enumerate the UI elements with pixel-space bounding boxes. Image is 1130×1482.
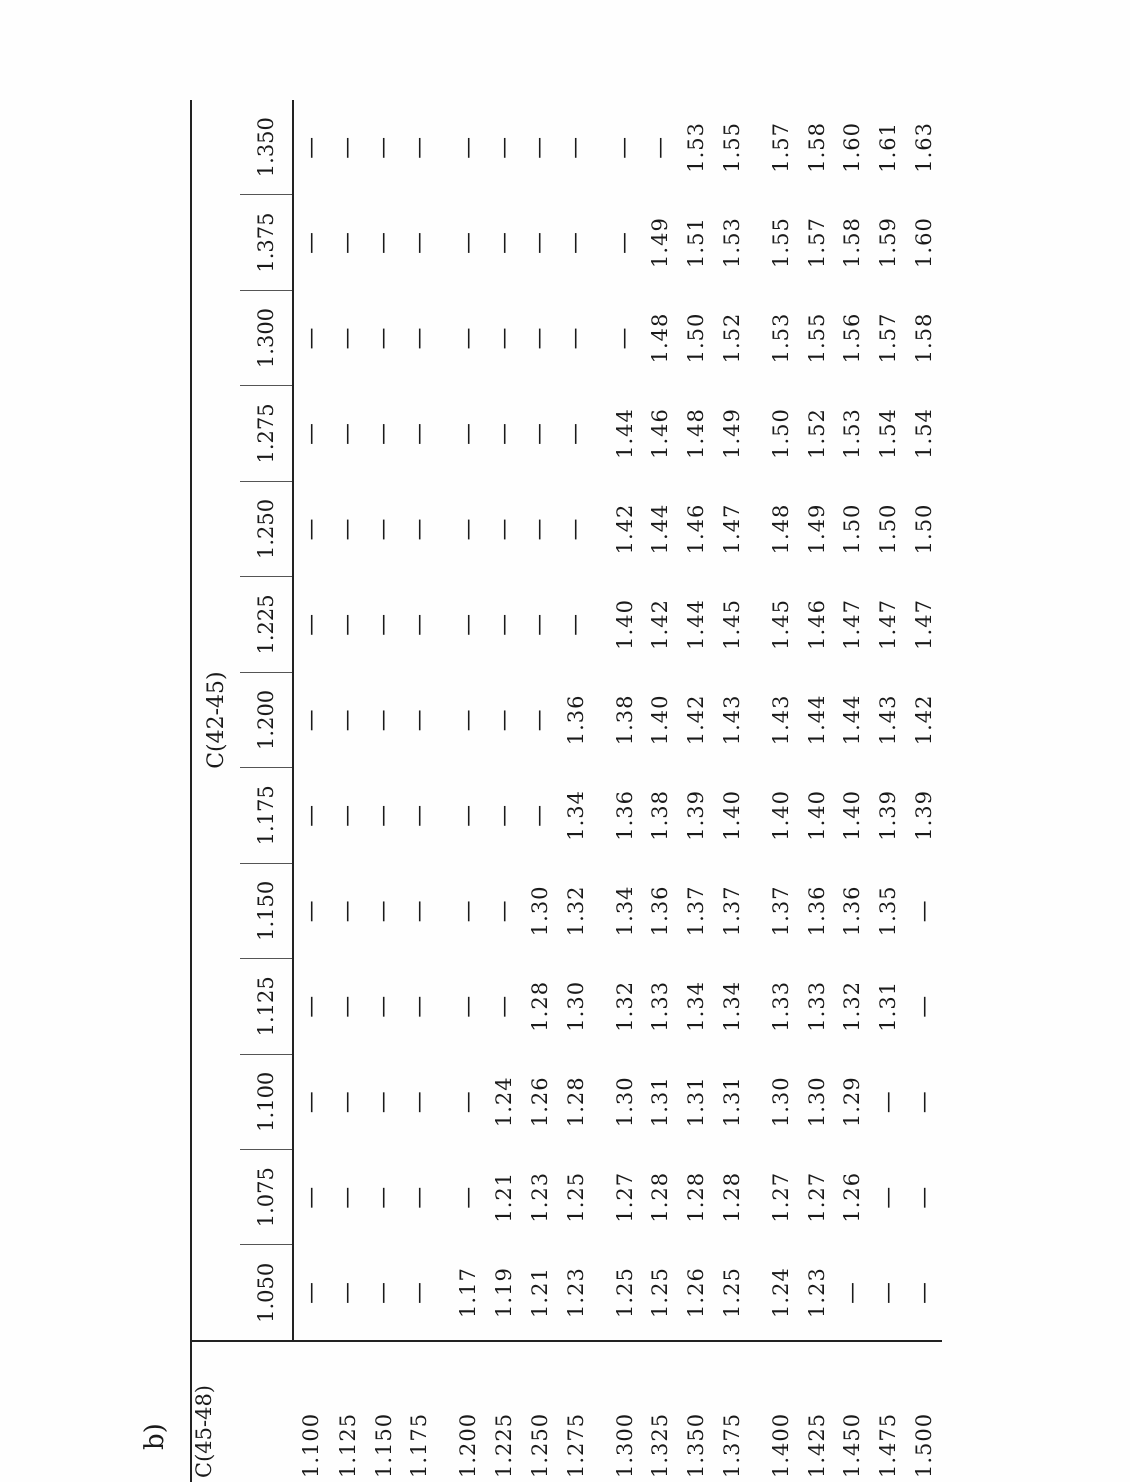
column-header: 1.225	[240, 577, 293, 672]
empty-dash-cell: —	[299, 231, 325, 255]
value-cell: 1.59	[876, 217, 901, 268]
empty-dash-cell: —	[455, 517, 481, 541]
value-cell: 1.45	[719, 599, 744, 650]
value-cell: 1.53	[684, 122, 709, 173]
empty-dash-cell: —	[911, 994, 937, 1018]
value-cell: 1.39	[912, 789, 937, 841]
row-header: 1.175	[402, 1341, 438, 1482]
empty-dash-cell: —	[527, 231, 553, 255]
row-header: 1.375	[714, 1341, 750, 1482]
empty-dash-cell: —	[455, 231, 481, 255]
table-row	[402, 100, 438, 1482]
row-header: 1.475	[870, 1341, 906, 1482]
empty-dash-cell: —	[455, 1185, 481, 1209]
empty-dash-cell: —	[527, 326, 553, 350]
value-cell: 1.36	[612, 789, 637, 841]
value-cell: 1.32	[840, 980, 865, 1032]
empty-dash-cell: —	[299, 708, 325, 732]
rotated-table-frame	[190, 100, 942, 1482]
value-cell: 1.46	[684, 503, 709, 555]
row-header: 1.225	[486, 1341, 522, 1482]
value-cell: 1.36	[648, 885, 673, 937]
value-cell: 1.55	[719, 122, 744, 173]
row-gap-cell	[594, 1341, 607, 1482]
value-cell: 1.36	[840, 885, 865, 937]
row-header: 1.450	[835, 1341, 871, 1482]
value-cell: 1.21	[527, 1267, 552, 1318]
column-header: 1.375	[240, 195, 293, 290]
value-cell: 1.42	[648, 599, 673, 650]
part-label: b)	[140, 1423, 170, 1450]
value-cell: 1.51	[684, 217, 709, 268]
value-cell: 1.57	[804, 217, 829, 268]
value-cell: 1.28	[527, 980, 552, 1032]
table-row	[799, 100, 835, 1482]
value-cell: 1.33	[648, 980, 673, 1032]
empty-dash-cell: —	[491, 994, 517, 1018]
column-header: 1.200	[240, 672, 293, 767]
empty-dash-cell: —	[335, 994, 361, 1018]
value-cell: 1.44	[612, 408, 637, 459]
column-header: 1.250	[240, 481, 293, 576]
table-row	[835, 100, 871, 1482]
empty-dash-cell: —	[875, 1281, 901, 1305]
empty-dash-cell: —	[406, 1185, 432, 1209]
table-row	[366, 100, 402, 1482]
empty-dash-cell: —	[371, 135, 397, 159]
column-header: 1.300	[240, 290, 293, 385]
value-cell: 1.23	[804, 1267, 829, 1318]
value-cell: 1.19	[492, 1267, 517, 1318]
value-cell: 1.61	[876, 122, 901, 173]
empty-dash-cell: —	[335, 899, 361, 923]
value-cell: 1.50	[684, 312, 709, 364]
column-axis-label: C(42-45)	[191, 100, 240, 1341]
empty-dash-cell: —	[911, 1090, 937, 1114]
row-header: 1.275	[558, 1341, 594, 1482]
empty-dash-cell: —	[406, 326, 432, 350]
value-cell: 1.43	[876, 694, 901, 746]
value-cell: 1.60	[912, 217, 937, 268]
value-cell: 1.58	[840, 217, 865, 268]
table-row	[678, 100, 714, 1482]
empty-dash-cell: —	[406, 1281, 432, 1305]
table-row	[906, 100, 942, 1482]
table-row	[330, 100, 366, 1482]
empty-dash-cell: —	[371, 231, 397, 255]
super-header-row	[191, 100, 240, 1482]
empty-dash-cell: —	[911, 899, 937, 923]
column-header: 1.075	[240, 1150, 293, 1245]
empty-dash-cell: —	[406, 803, 432, 827]
empty-dash-cell: —	[299, 899, 325, 923]
row-header: 1.250	[522, 1341, 558, 1482]
value-cell: 1.42	[612, 503, 637, 555]
value-cell: 1.48	[648, 312, 673, 364]
empty-dash-cell: —	[335, 421, 361, 445]
value-cell: 1.42	[684, 694, 709, 746]
value-cell: 1.37	[719, 885, 744, 937]
empty-dash-cell: —	[371, 803, 397, 827]
empty-dash-cell: —	[299, 517, 325, 541]
table-row	[607, 100, 643, 1482]
row-header: 1.150	[366, 1341, 402, 1482]
value-cell: 1.36	[563, 694, 588, 746]
empty-dash-cell: —	[612, 326, 638, 350]
value-cell: 1.24	[768, 1267, 793, 1318]
column-header: 1.350	[240, 100, 293, 195]
empty-dash-cell: —	[563, 421, 589, 445]
row-gap-cell	[750, 1341, 763, 1482]
empty-dash-cell: —	[491, 803, 517, 827]
value-cell: 1.33	[804, 980, 829, 1032]
empty-dash-cell: —	[911, 1185, 937, 1209]
value-cell: 1.28	[648, 1171, 673, 1223]
value-cell: 1.23	[527, 1171, 552, 1223]
value-cell: 1.54	[876, 408, 901, 459]
column-header: 1.125	[240, 959, 293, 1054]
value-cell: 1.31	[648, 1076, 673, 1128]
empty-dash-cell: —	[875, 1185, 901, 1209]
row-group-gap	[594, 100, 607, 1482]
empty-dash-cell: —	[491, 708, 517, 732]
value-cell: 1.53	[768, 312, 793, 364]
row-header: 1.300	[607, 1341, 643, 1482]
empty-dash-cell: —	[527, 135, 553, 159]
empty-dash-cell: —	[299, 1281, 325, 1305]
value-cell: 1.34	[684, 980, 709, 1032]
empty-dash-cell: —	[527, 612, 553, 636]
empty-dash-cell: —	[491, 517, 517, 541]
value-cell: 1.27	[804, 1171, 829, 1223]
empty-dash-cell: —	[563, 231, 589, 255]
empty-dash-cell: —	[406, 421, 432, 445]
table-row	[486, 100, 522, 1482]
value-cell: 1.44	[684, 599, 709, 650]
value-cell: 1.47	[912, 599, 937, 650]
value-cell: 1.30	[768, 1076, 793, 1128]
value-cell: 1.63	[912, 122, 937, 173]
empty-dash-cell: —	[455, 803, 481, 827]
empty-dash-cell: —	[527, 421, 553, 445]
value-cell: 1.34	[719, 980, 744, 1032]
column-header: 1.050	[240, 1245, 293, 1341]
value-cell: 1.34	[612, 885, 637, 937]
empty-dash-cell: —	[371, 326, 397, 350]
value-cell: 1.49	[648, 217, 673, 268]
value-cell: 1.57	[876, 312, 901, 364]
value-cell: 1.40	[840, 789, 865, 841]
table-row	[293, 100, 330, 1482]
value-cell: 1.25	[648, 1267, 673, 1318]
row-header: 1.200	[450, 1341, 486, 1482]
row-axis-label: C(45-48)	[191, 1341, 293, 1482]
empty-dash-cell: —	[406, 994, 432, 1018]
empty-dash-cell: —	[455, 899, 481, 923]
table-body	[293, 100, 942, 1482]
value-cell: 1.32	[612, 980, 637, 1032]
empty-dash-cell: —	[299, 326, 325, 350]
empty-dash-cell: —	[371, 994, 397, 1018]
table-row	[522, 100, 558, 1482]
value-cell: 1.25	[719, 1267, 744, 1318]
value-cell: 1.53	[719, 217, 744, 268]
empty-dash-cell: —	[335, 1185, 361, 1209]
empty-dash-cell: —	[527, 517, 553, 541]
empty-dash-cell: —	[406, 708, 432, 732]
empty-dash-cell: —	[406, 899, 432, 923]
empty-dash-cell: —	[491, 231, 517, 255]
column-header-row	[240, 100, 293, 1482]
empty-dash-cell: —	[455, 708, 481, 732]
value-cell: 1.53	[840, 408, 865, 459]
value-cell: 1.56	[840, 312, 865, 364]
empty-dash-cell: —	[335, 517, 361, 541]
table-row	[642, 100, 678, 1482]
value-cell: 1.27	[768, 1171, 793, 1223]
value-cell: 1.50	[912, 503, 937, 555]
empty-dash-cell: —	[335, 708, 361, 732]
column-header: 1.175	[240, 768, 293, 863]
empty-dash-cell: —	[527, 803, 553, 827]
table-row	[558, 100, 594, 1482]
value-cell: 1.24	[492, 1076, 517, 1128]
value-cell: 1.36	[804, 885, 829, 937]
empty-dash-cell: —	[455, 1090, 481, 1114]
empty-dash-cell: —	[335, 1090, 361, 1114]
column-header: 1.150	[240, 863, 293, 958]
value-cell: 1.35	[876, 885, 901, 937]
value-cell: 1.42	[912, 694, 937, 746]
empty-dash-cell: —	[491, 612, 517, 636]
value-cell: 1.33	[768, 980, 793, 1032]
value-cell: 1.38	[612, 694, 637, 746]
empty-dash-cell: —	[491, 421, 517, 445]
value-cell: 1.31	[876, 980, 901, 1032]
empty-dash-cell: —	[647, 135, 673, 159]
empty-dash-cell: —	[335, 326, 361, 350]
value-cell: 1.55	[804, 312, 829, 364]
table-row	[450, 100, 486, 1482]
value-cell: 1.49	[719, 408, 744, 459]
column-header: 1.100	[240, 1054, 293, 1149]
empty-dash-cell: —	[335, 612, 361, 636]
value-cell: 1.44	[648, 503, 673, 555]
empty-dash-cell: —	[371, 899, 397, 923]
value-cell: 1.54	[912, 408, 937, 459]
value-cell: 1.17	[456, 1267, 481, 1318]
empty-dash-cell: —	[299, 1185, 325, 1209]
empty-dash-cell: —	[299, 994, 325, 1018]
value-cell: 1.28	[684, 1171, 709, 1223]
empty-dash-cell: —	[491, 135, 517, 159]
empty-dash-cell: —	[371, 1090, 397, 1114]
value-cell: 1.50	[876, 503, 901, 555]
empty-dash-cell: —	[406, 1090, 432, 1114]
value-cell: 1.47	[840, 599, 865, 650]
value-cell: 1.30	[804, 1076, 829, 1128]
value-cell: 1.50	[840, 503, 865, 555]
value-cell: 1.58	[804, 122, 829, 173]
table-row	[870, 100, 906, 1482]
empty-dash-cell: —	[406, 231, 432, 255]
row-header: 1.400	[763, 1341, 799, 1482]
value-cell: 1.48	[684, 408, 709, 459]
row-header: 1.100	[293, 1341, 330, 1482]
empty-dash-cell: —	[875, 1090, 901, 1114]
empty-dash-cell: —	[612, 135, 638, 159]
empty-dash-cell: —	[455, 326, 481, 350]
value-cell: 1.44	[804, 694, 829, 746]
value-cell: 1.40	[612, 599, 637, 650]
row-group-gap	[750, 100, 763, 1482]
value-cell: 1.28	[719, 1171, 744, 1223]
empty-dash-cell: —	[335, 803, 361, 827]
value-cell: 1.31	[684, 1076, 709, 1128]
empty-dash-cell: —	[491, 326, 517, 350]
data-table	[190, 100, 942, 1482]
value-cell: 1.40	[719, 789, 744, 841]
empty-dash-cell: —	[371, 421, 397, 445]
value-cell: 1.48	[768, 503, 793, 555]
empty-dash-cell: —	[406, 612, 432, 636]
row-gap-cell	[437, 100, 450, 1341]
empty-dash-cell: —	[335, 231, 361, 255]
value-cell: 1.25	[612, 1267, 637, 1318]
value-cell: 1.40	[768, 789, 793, 841]
empty-dash-cell: —	[455, 612, 481, 636]
empty-dash-cell: —	[839, 1281, 865, 1305]
empty-dash-cell: —	[563, 135, 589, 159]
row-header: 1.325	[642, 1341, 678, 1482]
table-row	[714, 100, 750, 1482]
value-cell: 1.39	[684, 789, 709, 841]
value-cell: 1.23	[563, 1267, 588, 1318]
value-cell: 1.29	[840, 1076, 865, 1128]
value-cell: 1.26	[840, 1171, 865, 1223]
value-cell: 1.28	[563, 1076, 588, 1128]
empty-dash-cell: —	[371, 517, 397, 541]
value-cell: 1.52	[804, 408, 829, 459]
row-group-gap	[437, 100, 450, 1482]
value-cell: 1.47	[876, 599, 901, 650]
column-header: 1.275	[240, 386, 293, 481]
value-cell: 1.40	[804, 789, 829, 841]
empty-dash-cell: —	[563, 326, 589, 350]
empty-dash-cell: —	[563, 612, 589, 636]
row-header: 1.125	[330, 1341, 366, 1482]
value-cell: 1.39	[876, 789, 901, 841]
empty-dash-cell: —	[491, 899, 517, 923]
row-header: 1.350	[678, 1341, 714, 1482]
value-cell: 1.60	[840, 122, 865, 173]
empty-dash-cell: —	[455, 421, 481, 445]
empty-dash-cell: —	[299, 612, 325, 636]
value-cell: 1.44	[840, 694, 865, 746]
empty-dash-cell: —	[455, 994, 481, 1018]
row-header: 1.500	[906, 1341, 942, 1482]
value-cell: 1.43	[768, 694, 793, 746]
value-cell: 1.32	[563, 885, 588, 937]
empty-dash-cell: —	[371, 1185, 397, 1209]
row-gap-cell	[437, 1341, 450, 1482]
value-cell: 1.47	[719, 503, 744, 555]
value-cell: 1.49	[804, 503, 829, 555]
empty-dash-cell: —	[455, 135, 481, 159]
row-header: 1.425	[799, 1341, 835, 1482]
value-cell: 1.40	[648, 694, 673, 746]
empty-dash-cell: —	[563, 517, 589, 541]
empty-dash-cell: —	[299, 1090, 325, 1114]
value-cell: 1.58	[912, 312, 937, 364]
row-gap-cell	[750, 100, 763, 1341]
value-cell: 1.43	[719, 694, 744, 746]
value-cell: 1.38	[648, 789, 673, 841]
value-cell: 1.26	[527, 1076, 552, 1128]
empty-dash-cell: —	[335, 135, 361, 159]
value-cell: 1.46	[804, 599, 829, 650]
value-cell: 1.55	[768, 217, 793, 268]
empty-dash-cell: —	[299, 135, 325, 159]
empty-dash-cell: —	[406, 135, 432, 159]
empty-dash-cell: —	[371, 1281, 397, 1305]
table-row	[763, 100, 799, 1482]
value-cell: 1.34	[563, 789, 588, 841]
value-cell: 1.52	[719, 312, 744, 364]
value-cell: 1.45	[768, 599, 793, 650]
value-cell: 1.30	[612, 1076, 637, 1128]
empty-dash-cell: —	[406, 517, 432, 541]
value-cell: 1.50	[768, 408, 793, 459]
empty-dash-cell: —	[527, 708, 553, 732]
value-cell: 1.26	[684, 1267, 709, 1318]
empty-dash-cell: —	[299, 421, 325, 445]
empty-dash-cell: —	[612, 231, 638, 255]
value-cell: 1.25	[563, 1171, 588, 1223]
empty-dash-cell: —	[335, 1281, 361, 1305]
value-cell: 1.31	[719, 1076, 744, 1128]
value-cell: 1.46	[648, 408, 673, 459]
value-cell: 1.30	[563, 980, 588, 1032]
empty-dash-cell: —	[371, 708, 397, 732]
value-cell: 1.57	[768, 122, 793, 173]
value-cell: 1.37	[684, 885, 709, 937]
value-cell: 1.37	[768, 885, 793, 937]
empty-dash-cell: —	[911, 1281, 937, 1305]
empty-dash-cell: —	[371, 612, 397, 636]
row-gap-cell	[594, 100, 607, 1341]
value-cell: 1.21	[492, 1171, 517, 1223]
empty-dash-cell: —	[299, 803, 325, 827]
value-cell: 1.30	[527, 885, 552, 937]
value-cell: 1.27	[612, 1171, 637, 1223]
